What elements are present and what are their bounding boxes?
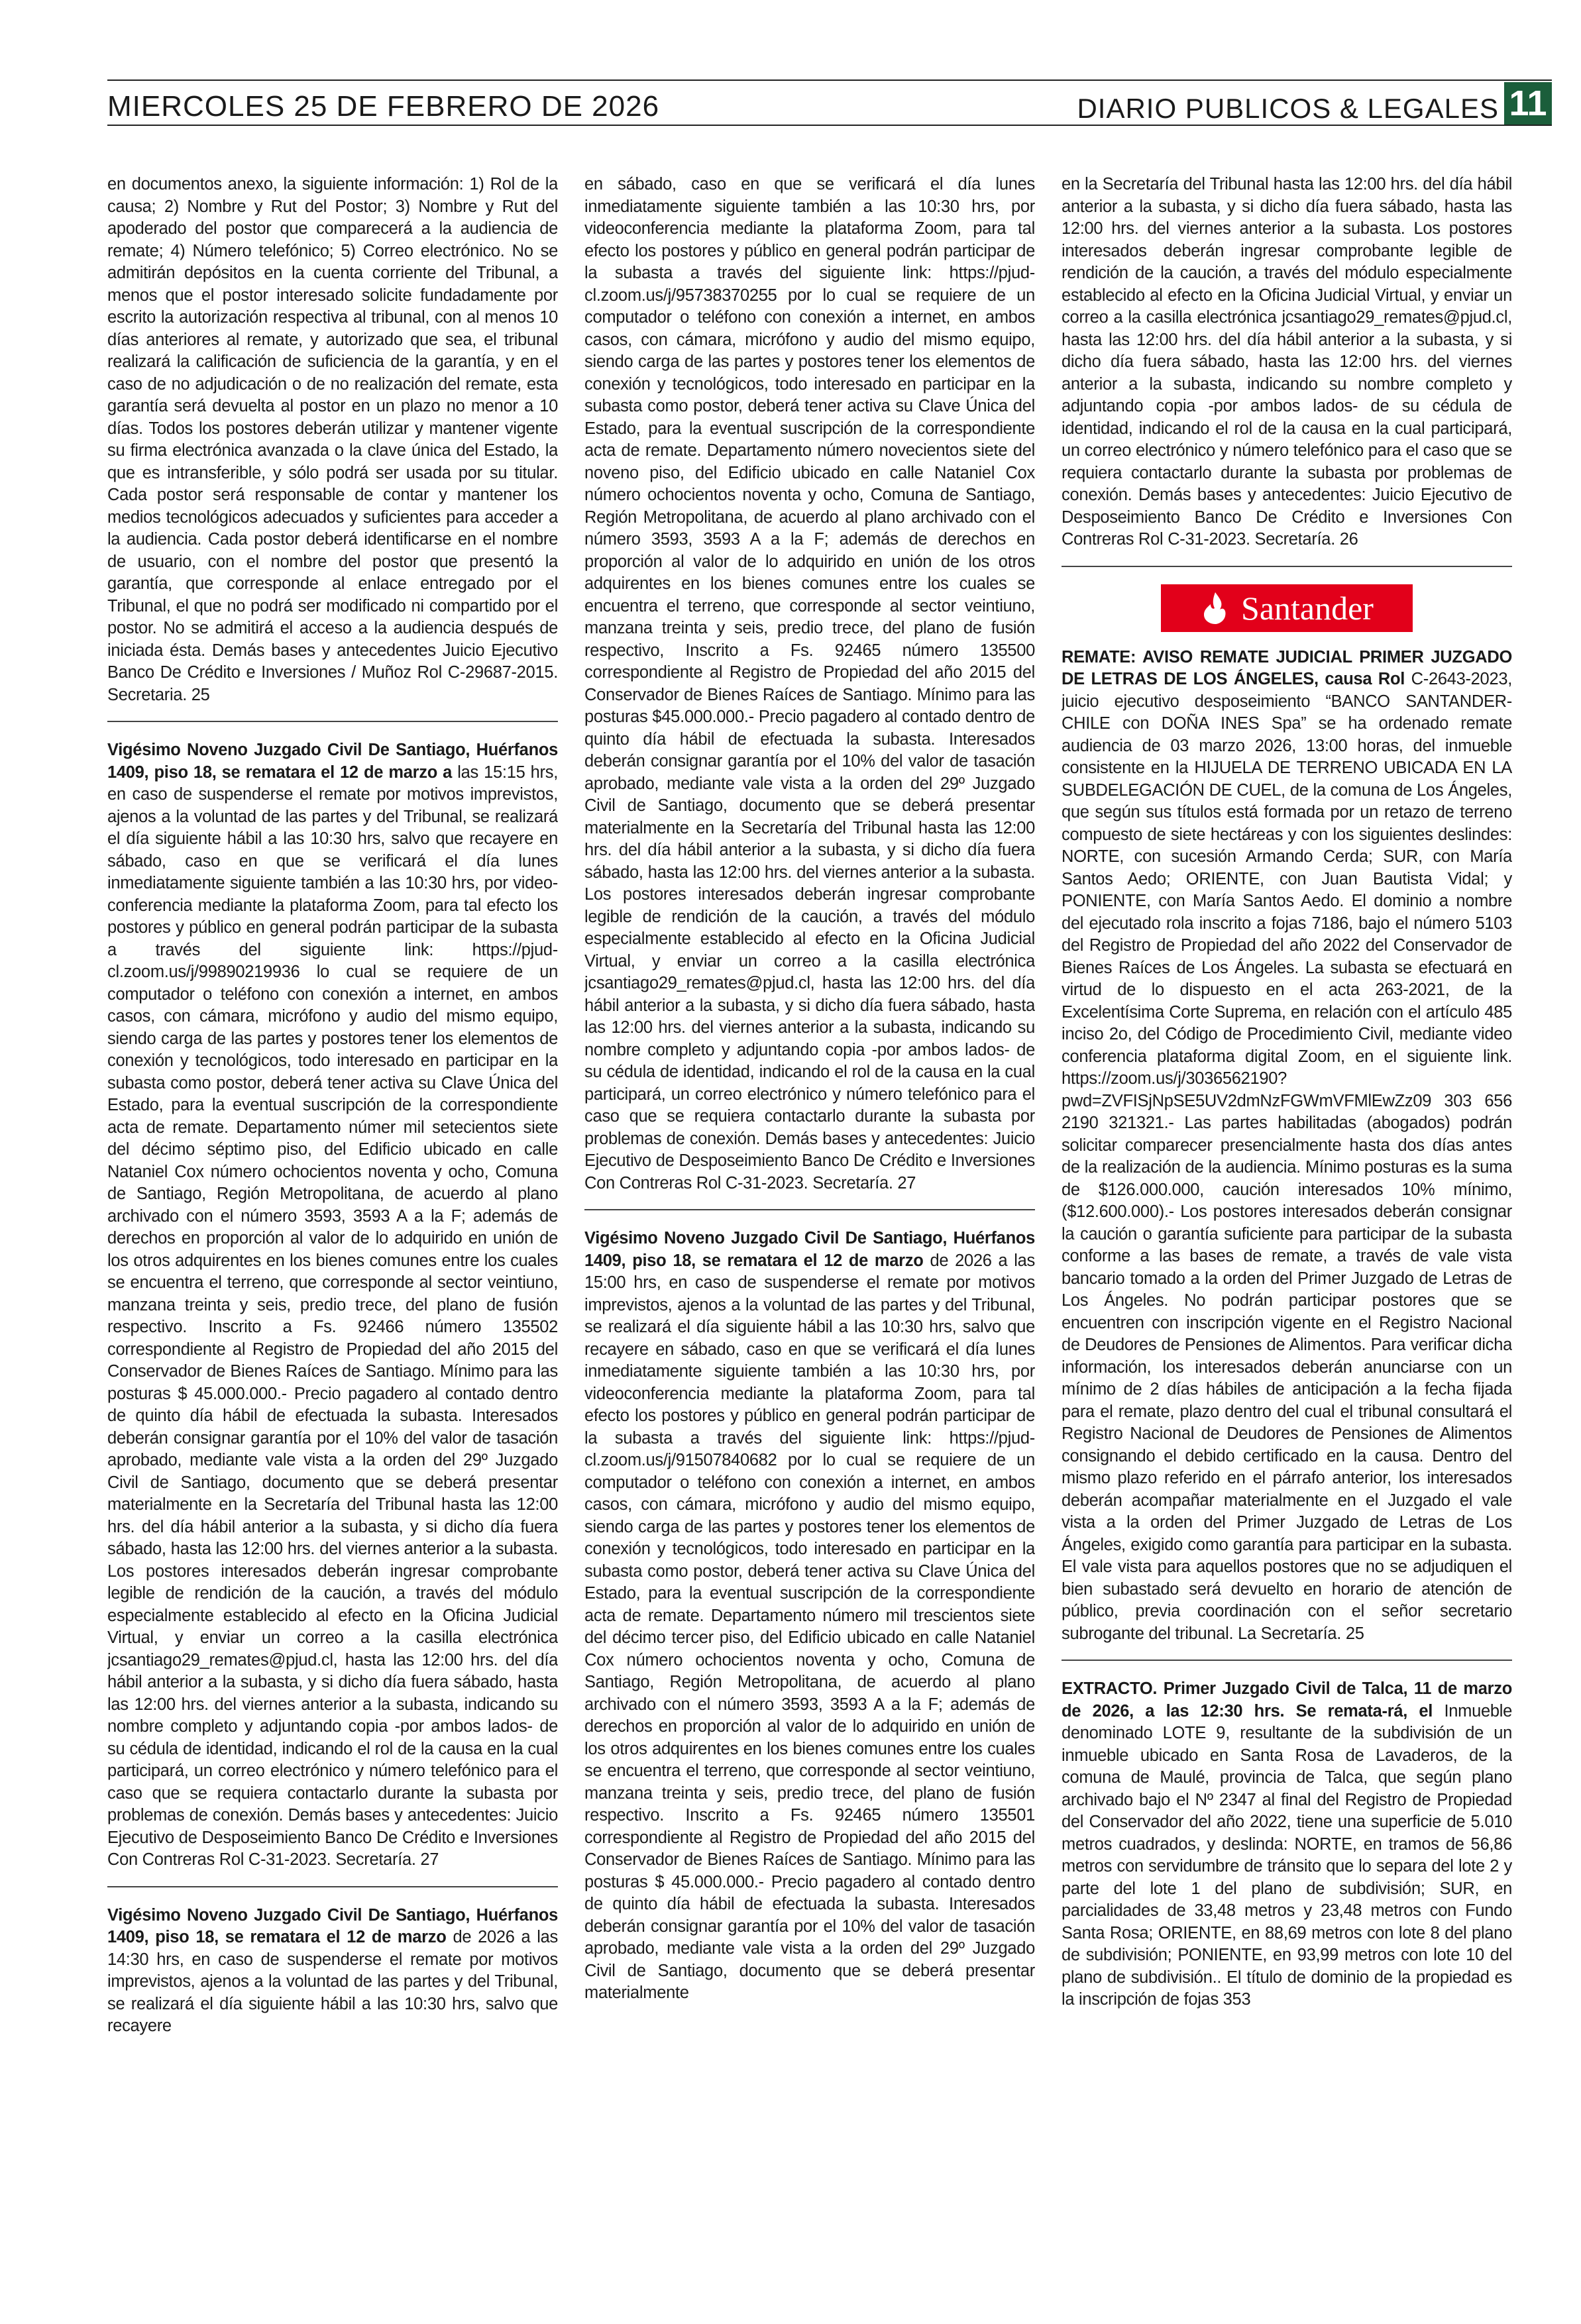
talca-notice xyxy=(1062,1678,1512,2011)
notice-2-body: las 15:15 hrs, en caso de suspenderse el remate por motivos imprevistos, ajenos a la voluntad de las partes y del Tribunal, se realizará el día siguiente hábil a las 10:30 hrs, salvo que recayere en sábado, caso en que se verificará el día lunes inmediatamente siguiente también a las 10:30 hrs, por video-conferencia mediante la plataforma Zoom, para tal efecto los postores y público en general podrán participar de la subasta a través del siguiente link: https://pjud-cl.zoom.us/j/99890219936 lo cual se requiere de un computador o teléfono con conexión a internet, en ambos casos, con cámara, micrófono y audio del mismo equipo, siendo carga de las partes y postores tener los elementos de conexión y tecnológicos, todo interesado en participar en la subasta como postor, deberá tener activa su Clave Única del Estado, para la eventual suscripción de la correspondiente acta de remate. Departamento númer mil setecientos siete del décimo séptimo piso, del Edificio ubicado en calle Nataniel Cox número ochocientos noventa y ocho, Comuna de Santiago, Región Metropolitana, de acuerdo al plano archivado con el número 3593, 3593 A a la F; además de derechos en proporción al valor de lo adquirido en unión de los otros adquirentes en los bienes comunes entre los cuales se encuentra el terreno, que corresponde al sector veintiuno, manzana treinta y seis, predio trece, del plano de fusión respectivo. Inscrito a Fs. 92466 número 135502 correspondiente al Registro de Propiedad del año 2015 del Conservador de Bienes Raíces de Santiago. Mínimo para las posturas $ 45.000.000.- Precio pagadero al contado dentro de quinto día hábil de efectuada la subasta. Interesados deberán consignar garantía por el 10% del valor de tasación aprobado, mediante vale vista a la orden del 29º Juzgado Civil de Santiago, documento que se deberá presentar materialmente en la Secretaría del Tribunal hasta las 12:00 hrs. del día hábil anterior a la subasta, y si dicho día fuera sábado, hasta las 12:00 hrs. del viernes anterior a la subasta. Los postores interesados deberán ingresar comprobante legible de rendición de la caución, a través del módulo especialmente establecido al efecto en la Oficina Judicial Virtual, y enviar un correo a la casilla electrónica jcsantiago29_remates@pjud.cl, hasta las 12:00 hrs. del día hábil anterior a la subasta, y si dicho día fuera sábado, hasta las 12:00 hrs. del viernes anterior a la subasta, indicando su nombre completo y adjuntando copia -por ambos lados- de su cédula de identidad, indicando el rol de la causa en la cual participará, un correo electrónico y número telefónico para el caso que se requiera contactarlo durante la subasta por problemas de conexión. Demás bases y antecedentes: Juicio Ejecutivo de Desposeimiento Banco De Crédito e Inversiones Con Contreras Rol C-31-2023. Secretaría. 27 xyxy=(107,763,558,1869)
notice-separator xyxy=(1062,1660,1512,1661)
notice-1-body: en documentos anexo, la siguiente información: 1) Rol de la causa; 2) Nombre y Rut del Postor; 3) Nombre y Rut del apoderado del postor que comparecerá a la audiencia de remate; 4) Número telefónico; 5) Correo electrónico. No se admitirán depósitos en la cuenta corriente del Tribunal, a menos que el postor interesado solicite fundadamente por escrito la autorización respectiva al tribunal, con al menos 10 días anteriores al remate, y autorizado que sea, el tribunal realizará la calificación de suficiencia de la garantía, y en el caso de no adjudicación o de no realización del remate, esta garantía será devuelta al postor en un plazo no menor a 10 días. Todos los postores deberán utilizar y mantener vigente su firma electrónica avanzada o la clave única del Estado, la que es intransferible, y sólo podrá ser usada por su titular. Cada postor será responsable de contar y mantener los medios tecnológicos adecuados y suficientes para acceder a la audiencia. Cada postor deberá identificarse en el nombre de usuario, con el nombre del postor que presentó la garantía, que corresponde al enlace entregado por el Tribunal, el que no podrá ser modificado ni compartido por el postor. No se admitirá el acceso a la audiencia después de iniciada ésta. Demás bases y antecedentes Juicio Ejecutivo Banco De Crédito e Inversiones / Muñoz Rol C-29687-2015. Secretaria. 25 xyxy=(107,175,558,704)
notice-separator xyxy=(107,721,558,722)
santander-notice-heading: REMATE: AVISO REMATE JUDICIAL PRIMER JUZGADO DE LETRAS DE LOS ÁNGELES, causa Rol xyxy=(1062,647,1512,688)
notice-4-heading: Vigésimo Noveno Juzgado Civil De Santiago, Huérfanos 1409, piso 18, se rematara el 12 de marzo xyxy=(584,1229,1035,1270)
notice-4-continued: en la Secretaría del Tribunal hasta las 12:00 hrs. del día hábil anterior a la subasta, y si dicho día fuera sábado, hasta las 12:00 hrs. del viernes anterior a la subasta. Los postores interesados deberán ingresar comprobante legible de rendición de la caución, a través del módulo especialmente establecido al efecto en la Oficina Judicial Virtual, y enviar un correo a la casilla electrónica jcsantiago29_remates@pjud.cl, hasta las 12:00 hrs. del día hábil anterior a la subasta, y si dicho día fuera sábado, hasta las 12:00 hrs. del viernes anterior a la subasta, indicando su nombre completo y adjuntando copia -por ambos lados- de su cédula de identidad, indicando el rol de la causa en la cual participará, un correo electrónico y número telefónico para el caso que se requiera contactarlo durante la subasta por problemas de conexión. Demás bases y antecedentes: Juicio Ejecutivo de Desposeimiento Banco De Crédito e Inversiones Con Contreras Rol C-31-2023. Secretaría. 26 xyxy=(1062,175,1512,549)
santander-logo xyxy=(1161,584,1413,632)
notice-4 xyxy=(584,1228,1035,2005)
notice-2 xyxy=(107,739,558,1872)
column-1 xyxy=(107,174,558,2287)
page-number-badge: 11 xyxy=(1504,82,1552,125)
issue-date: MIERCOLES 25 DE FEBRERO DE 2026 xyxy=(107,90,660,123)
notice-2-heading: Vigésimo Noveno Juzgado Civil De Santiago, Huérfanos 1409, piso 18, se rematara el 12 de marzo a xyxy=(107,741,558,782)
header-top-rule xyxy=(107,79,1552,81)
column-2 xyxy=(584,174,1035,2287)
notice-4-body: de 2026 a las 15:00 hrs, en caso de suspenderse el remate por motivos imprevistos, ajenos a la voluntad de las partes y del Tribunal, se realizará el día siguiente hábil a las 10:30 hrs, salvo que recayere en sábado, caso en que se verificará el día lunes inmediatamente siguiente también a las 10:30 hrs, por videoconferencia mediante la plataforma Zoom, para tal efecto los postores y público en general podrán participar de la subasta a través del siguiente link: https://pjud-cl.zoom.us/j/91507840682 por lo cual se requiere de un computador o teléfono con conexión a internet, en ambos casos, con cámara, micrófono y audio del mismo equipo, siendo carga de las partes y postores tener los elementos de conexión y tecnológicos, todo interesado en participar en la subasta como postor, deberá tener activa su Clave Única del Estado, para la eventual suscripción de la correspondiente acta de remate. Departamento número mil trescientos siete del décimo tercer piso, del Edificio ubicado en calle Nataniel Cox número ochocientos noventa y ocho, Comuna de Santiago, Región Metropolitana, de acuerdo al plano archivado con el número 3593, 3593 A a la F; además de derechos en proporción al valor de lo adquirido en unión de los otros adquirentes en los bienes comunes entre los cuales se encuentra el terreno, que corresponde al sector veintiuno, manzana treinta y seis, predio trece, del plano de fusión respectivo. Inscrito a Fs. 92465 número 135501 correspondiente al Registro de Propiedad del año 2015 del Conservador de Bienes Raíces de Santiago. Mínimo para las posturas $ 45.000.000.- Precio pagadero al contado dentro de quinto día hábil de efectuada la subasta. Interesados deberán consignar garantía por el 10% del valor de tasación aprobado, mediante vale vista a la orden del 29º Juzgado Civil de Santiago, documento que se deberá presentar materialmente xyxy=(584,1251,1035,2002)
talca-notice-heading: EXTRACTO. Primer Juzgado Civil de Talca, 11 de marzo de 2026, a las 12:30 hrs. Se remata-rá, el xyxy=(1062,1679,1512,1720)
publication-name: DIARIO PUBLICOS & LEGALES xyxy=(1077,93,1499,124)
notice-separator xyxy=(1062,566,1512,567)
notice-3-continued: en sábado, caso en que se verificará el día lunes inmediatamente siguiente también a las 10:30 hrs, por videoconferencia mediante la plataforma Zoom, para tal efecto los postores y público en general podrán participar de la subasta a través del siguiente link: https://pjud-cl.zoom.us/j/95738370255 por lo cual se requiere de un computador o teléfono con conexión a internet, en ambos casos, con cámara, micrófono y audio del mismo equipo, siendo carga de las partes y postores tener los elementos de conexión y tecnológicos, todo interesado en participar en la subasta como postor, deberá tener activa su Clave Única del Estado, para la eventual suscripción de la correspondiente acta de remate. Departamento número novecientos siete del noveno piso, del Edificio ubicado en calle Nataniel Cox número ochocientos noventa y ocho, Comuna de Santiago, Región Metropolitana, de acuerdo al plano archivado con el número 3593, 3593 A a la F; además de derechos en proporción al valor de lo adquirido en unión de los otros adquirentes en los bienes comunes entre los cuales se encuentra el terreno, que corresponde al sector veintiuno, manzana treinta y seis, predio trece, del plano de fusión respectivo, Inscrito a Fs. 92465 número 135500 correspondiente al Registro de Propiedad del año 2015 del Conservador de Bienes Raíces de Santiago. Mínimo para las posturas $45.000.000.- Precio pagadero al contado dentro de quinto día hábil de efectuada la subasta. Interesados deberán consignar garantía por el 10% del valor de tasación aprobado, mediante vale vista a la orden del 29º Juzgado Civil de Santiago, documento que se deberá presentar materialmente en la Secretaría del Tribunal hasta las 12:00 hrs. del día hábil anterior a la subasta, y si dicho día fuera sábado, hasta las 12:00 hrs. del viernes anterior a la subasta. Los postores interesados deberán ingresar comprobante legible de rendición de la caución, a través del módulo especialmente establecido al efecto en la Oficina Judicial Virtual, y enviar un correo a la casilla electrónica jcsantiago29_remates@pjud.cl, hasta las 12:00 hrs. del día hábil anterior a la subasta, y si dicho día fuera sábado, hasta las 12:00 hrs. del viernes anterior a la subasta, indicando su nombre completo y adjuntando copia -por ambos lados- de su cédula de identidad, indicando el rol de la causa en la cual participará, un correo electrónico y número telefónico para el caso que se requiera contactarlo durante la subasta por problemas de conexión. Demás bases y antecedentes: Juicio Ejecutivo de Desposeimiento Banco De Crédito e Inversiones Con Contreras Rol C-31-2023. Secretaría. 27 xyxy=(584,175,1035,1192)
santander-logo-text: Santander xyxy=(1241,589,1374,627)
page-header xyxy=(107,79,1552,126)
notice-separator xyxy=(584,1209,1035,1210)
flame-icon xyxy=(1200,591,1230,625)
column-3 xyxy=(1062,174,1512,2287)
notice-separator xyxy=(107,1886,558,1887)
notice-3 xyxy=(107,1905,558,2038)
header-bottom-rule xyxy=(107,125,1552,126)
santander-notice-body: C-2643-2023, juicio ejecutivo desposeimiento “BANCO SANTANDER-CHILE con DOÑA INES Spa” se ha ordenado remate audiencia de 03 marzo 2026, 13:00 horas, del inmueble consistente en la HIJUELA DE TERRENO UBICADA EN LA SUBDELEGACIÓN DE CUEL, de la comuna de Los Ángeles, que según sus títulos está formada por un retazo de terreno compuesto de siete hectáreas y con los siguientes deslindes: NORTE, con sucesión Armando Cerda; SUR, con María Santos Aedo; ORIENTE, con Juan Bautista Vidal; y PONIENTE, con María Santos Aedo. El dominio a nombre del ejecutado rola inscrito a fojas 7186, bajo el número 5103 del Registro de Propiedad del año 2022 del Conservador de Bienes Raíces de Los Ángeles. La subasta se efectuará en virtud de lo dispuesto en el acta 263-2021, de la Excelentísima Corte Suprema, en relación con el artículo 485 inciso 2o, del Código de Procedimiento Civil, mediante video conferencia plataforma digital Zoom, en el siguiente link. https://zoom.us/j/3036562190?pwd=ZVFISjNpSE5UV2dmNzFGWmVFMlEwZz09 303 656 2190 321321.- Las partes habilitadas (abogados) podrán solicitar comparecer presencialmente hasta dos días antes de la realización de la audiencia. Mínimo posturas es la suma de $126.000.000, caución interesados 10% mínimo, ($12.600.000).- Los postores interesados deberán consignar la caución o garantía suficiente para participar de la subasta conforme a las bases de remate, a través de vale vista bancario tomado a la orden del Primer Juzgado de Letras de Los Ángeles. No podrán participar postores que se encuentren con inscripción vigente en el Registro Nacional de Deudores de Pensiones de Alimentos. Para verificar dicha información, los interesados deberán anunciarse con un mínimo de 2 días hábiles de anticipación a la fecha fijada para el remate, plazo dentro del cual el tribunal consultará el Registro Nacional de Deudores de Pensiones de Alimentos consignando el debido certificado en la causa. Dentro del mismo plazo referido en el párrafo anterior, los interesados deberán acompañar materialmente en el Juzgado el vale vista a la orden del Primer Juzgado de Letras de Los Ángeles, exigido como garantía para participar en la subasta. El vale vista para aquellos postores que no se adjudiquen el bien subastado será devuelto en horario de atención de público, previa coordinación con el señor secretario subrogante del tribunal. La Secretaría. 25 xyxy=(1062,670,1512,1643)
notice-3-body: de 2026 a las 14:30 hrs, en caso de suspenderse el remate por motivos imprevistos, ajenos a la voluntad de las partes y del Tribunal, se realizará el día siguiente hábil a las 10:30 hrs, salvo que recayere xyxy=(107,1928,558,2035)
santander-notice xyxy=(1062,647,1512,1646)
notice-3-heading: Vigésimo Noveno Juzgado Civil De Santiago, Huérfanos 1409, piso 18, se rematara el 12 de marzo xyxy=(107,1905,558,1946)
talca-notice-body: Inmueble denominado LOTE 9, resultante de la subdivisión de un inmueble ubicado en Santa Rosa de Lavaderos, de la comuna de Maulé, provincia de Talca, que según plano archivado bajo el Nº 2347 al final del Registro de Propiedad del Conservador del año 2022, tiene una superficie de 5.010 metros cuadrados, y deslinda: NORTE, en tramos de 56,86 metros con servidumbre de tránsito que lo separa del lote 2 y parte del lote 1 del plano de subdivisión; SUR, en parcialidades de 33,48 metros y 23,48 metros con Fundo Santa Rosa; ORIENTE, en 88,69 metros con lote 8 del plano de subdivisión; PONIENTE, en 93,99 metros con lote 10 del plano de subdivisión.. El título de dominio de la propiedad es la inscripción de fojas 353 xyxy=(1062,1701,1512,2009)
